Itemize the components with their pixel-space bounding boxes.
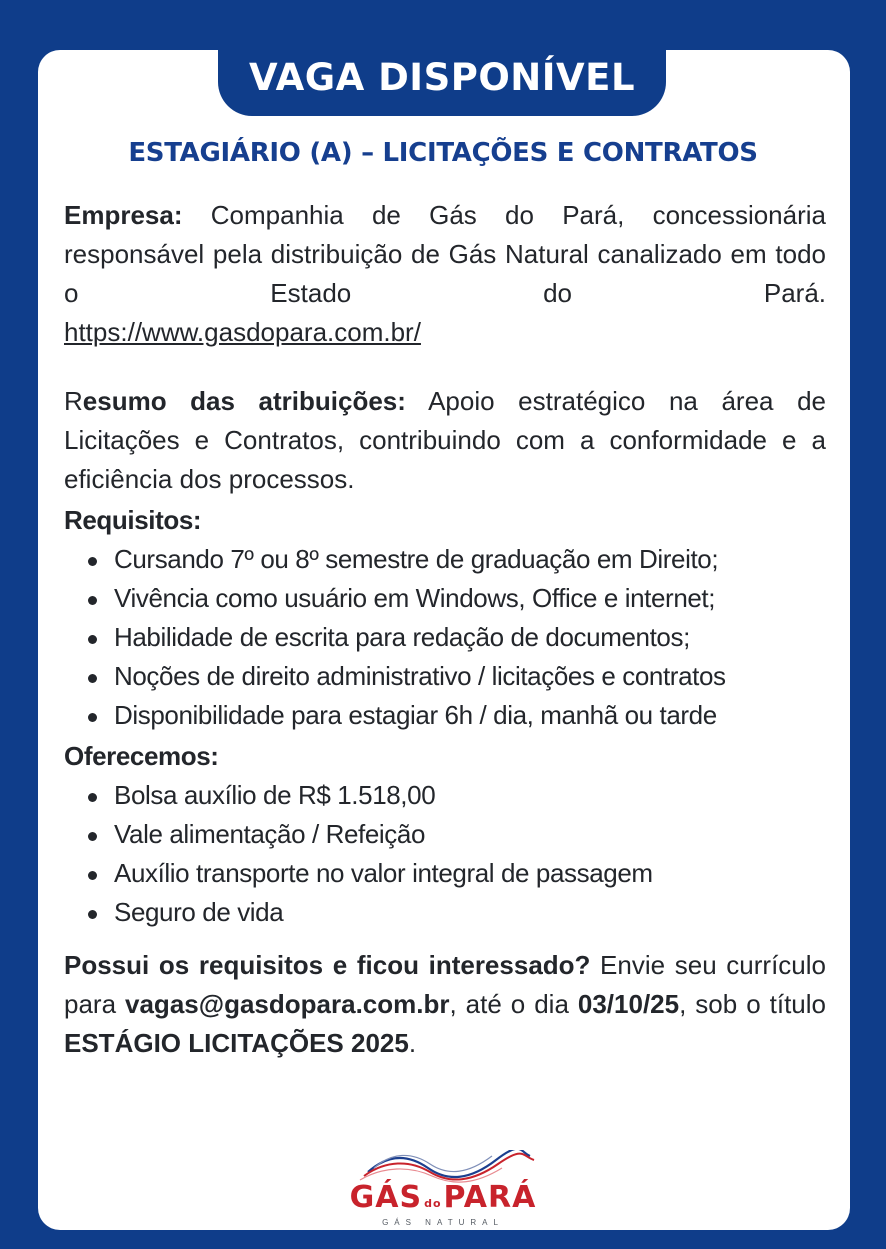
summary-label: esumo das atribuições: bbox=[82, 386, 406, 416]
list-item: Habilidade de escrita para redação de documentos; bbox=[114, 618, 826, 657]
company-text: Companhia de Gás do Pará, concessionária responsável pela distribuição de Gás Natural canalizado em todo o Estado do Pará. bbox=[64, 200, 827, 308]
apply-lead: Possui os requisitos e ficou interessado? bbox=[64, 950, 591, 980]
banner-title: VAGA DISPONÍVEL bbox=[248, 56, 636, 99]
posting-content bbox=[64, 196, 826, 1063]
summary-label-first: R bbox=[64, 386, 83, 416]
company-paragraph bbox=[64, 196, 826, 313]
list-item: Seguro de vida bbox=[114, 893, 826, 932]
list-item: Vivência como usuário em Windows, Office e internet; bbox=[114, 579, 826, 618]
apply-subject: ESTÁGIO LICITAÇÕES 2025 bbox=[64, 1028, 409, 1058]
logo-name-part1: GÁS bbox=[349, 1180, 423, 1215]
logo-wave-icon bbox=[330, 1150, 556, 1184]
company-label: Empresa: bbox=[64, 200, 183, 230]
logo-name bbox=[330, 1180, 556, 1215]
list-item: Vale alimentação / Refeição bbox=[114, 815, 826, 854]
offers-list bbox=[64, 776, 826, 932]
offers-title: Oferecemos: bbox=[64, 741, 219, 771]
apply-email[interactable]: vagas@gasdopara.com.br bbox=[125, 989, 450, 1019]
apply-text-3: , sob o título bbox=[679, 989, 826, 1019]
vacancy-banner bbox=[218, 48, 666, 116]
apply-text-1: Envie seu currículo para bbox=[64, 950, 826, 1019]
requirements-list bbox=[64, 540, 826, 735]
list-item: Bolsa auxílio de R$ 1.518,00 bbox=[114, 776, 826, 815]
company-website-link[interactable]: https://www.gasdopara.com.br/ bbox=[64, 317, 421, 347]
summary-paragraph bbox=[64, 382, 826, 499]
summary-text: Apoio estratégico na área de Licitações e Contratos, contribuindo com a conformidade e a eficiência dos processos. bbox=[64, 386, 827, 494]
list-item: Cursando 7º ou 8º semestre de graduação em Direito; bbox=[114, 540, 826, 579]
gas-do-para-logo bbox=[330, 1150, 556, 1230]
requirements-title: Requisitos: bbox=[64, 505, 202, 535]
apply-text-4: . bbox=[408, 1028, 417, 1058]
apply-deadline: 03/10/25 bbox=[577, 989, 680, 1019]
list-item: Disponibilidade para estagiar 6h / dia, manhã ou tarde bbox=[114, 696, 826, 735]
list-item: Auxílio transporte no valor integral de passagem bbox=[114, 854, 826, 893]
logo-name-do: do bbox=[424, 1197, 442, 1210]
job-title: ESTAGIÁRIO (A) – LICITAÇÕES E CONTRATOS bbox=[128, 138, 758, 168]
logo-name-part2: PARÁ bbox=[443, 1180, 537, 1215]
list-item: Noções de direito administrativo / licitações e contratos bbox=[114, 657, 826, 696]
logo-subtitle: GÁS NATURAL bbox=[382, 1218, 504, 1227]
apply-text-2: , até o dia bbox=[449, 989, 578, 1019]
apply-paragraph bbox=[64, 946, 826, 1063]
